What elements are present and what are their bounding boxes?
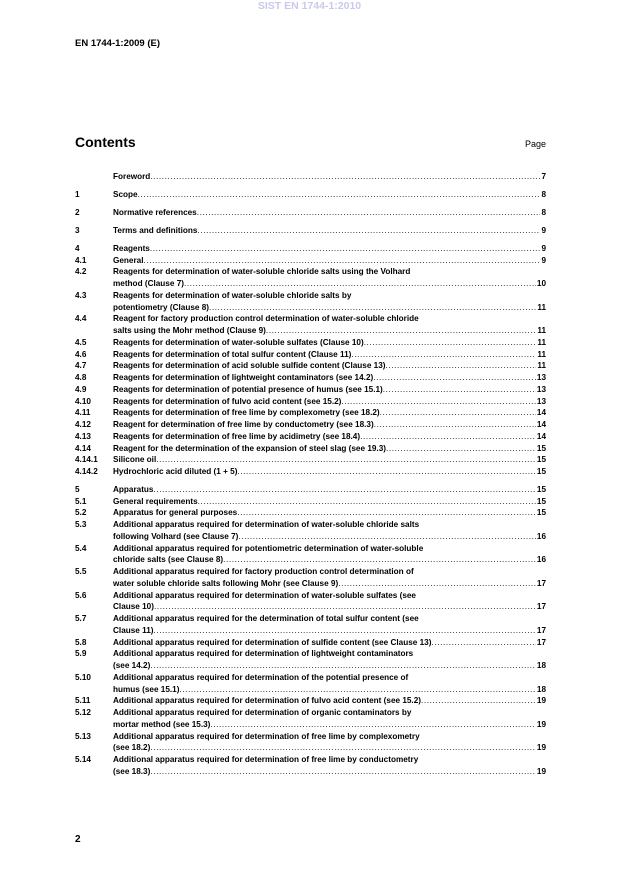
toc-entry-last-line (113, 349, 546, 361)
toc-entry[interactable] (75, 255, 546, 267)
toc-entry-title: Reagents for determination of water-soluble chloride salts using the Volhard (113, 267, 411, 277)
toc-entry-title: Additional apparatus required for potentiometric determination of water-soluble (113, 543, 424, 553)
toc-entry-last-line (113, 625, 546, 637)
dot-leader (150, 660, 536, 672)
toc-entry-page: 13 (536, 373, 546, 382)
toc-entry-body (113, 648, 546, 672)
toc-entry-number: 1 (75, 189, 80, 199)
toc-entry-number: 5.13 (75, 731, 91, 741)
toc-entry-number: 4.10 (75, 396, 91, 406)
toc-entry[interactable] (75, 672, 546, 696)
toc-entry-title: Additional apparatus required for the determination of total sulfur content (see (113, 614, 419, 624)
toc-entry-title: Reagents (113, 243, 150, 253)
toc-entry-number: 5.9 (75, 649, 87, 659)
toc-entry-number: 5.1 (75, 496, 87, 506)
toc-entry[interactable] (75, 543, 546, 567)
toc-entry[interactable] (75, 349, 546, 361)
dot-leader (150, 171, 540, 183)
toc-entry[interactable] (75, 266, 546, 290)
dot-leader (150, 742, 536, 754)
toc-entry-body (113, 466, 546, 478)
toc-entry-page: 15 (536, 443, 546, 453)
toc-entry-last-line (113, 531, 546, 543)
toc-entry-body (113, 255, 546, 267)
toc-entry-title: Silicone oil (113, 455, 157, 465)
toc-entry-title: General requirements (113, 496, 198, 506)
toc-entry-title: Reagents for determination of water-soluble chloride salts by (113, 290, 352, 300)
toc-entry-number: 4.8 (75, 373, 87, 382)
dot-leader (237, 466, 535, 478)
toc-entry-title: salts using the Mohr method (Clause 9) (113, 326, 266, 335)
toc-entry-body (113, 754, 546, 778)
toc-entry-body (113, 384, 546, 396)
toc-entry-body (113, 419, 546, 431)
dot-leader (197, 207, 541, 219)
toc-entry-number: 4.1 (75, 255, 87, 265)
toc-entry-page: 11 (537, 349, 546, 359)
toc-entry-title: Reagents for determination of acid soluble sulfide content (Clause 13) (113, 361, 386, 371)
dot-leader (179, 684, 535, 696)
toc-entry-number: 5.6 (75, 590, 87, 600)
toc-entry-last-line (113, 255, 546, 267)
toc-entry-title: General (113, 255, 144, 265)
dot-leader (154, 484, 536, 496)
dot-leader (138, 189, 541, 201)
toc-entry-number: 4.14 (75, 443, 91, 453)
toc-entry-last-line (113, 554, 546, 566)
toc-entry-page: 15 (536, 455, 546, 465)
toc-entry-title: Clause 11) (113, 625, 154, 635)
toc-entry-number: 4.3 (75, 290, 87, 300)
toc-entry-last-line (113, 243, 546, 255)
toc-entry-page: 17 (536, 578, 546, 588)
toc-entry-body (113, 337, 546, 349)
toc-entry-number: 3 (75, 225, 80, 235)
toc-entry-title: Reagents for determination of total sulfur content (Clause 11) (113, 349, 352, 359)
toc-entry-body (113, 731, 546, 755)
toc-entry[interactable] (75, 419, 546, 431)
toc-entry[interactable] (75, 396, 546, 408)
toc-entry-body (113, 695, 546, 707)
toc-entry-number: 5.10 (75, 672, 91, 682)
toc-entry-title: (see 18.3) (113, 766, 151, 776)
toc-entry-last-line (113, 742, 546, 754)
toc-entry[interactable] (75, 707, 546, 731)
toc-entry-page: 19 (536, 696, 546, 706)
toc-entry[interactable] (75, 313, 546, 337)
toc-entry-title: Additional apparatus required for determination of water-soluble chloride salts (113, 520, 420, 530)
toc-entry-body (113, 566, 546, 590)
dot-leader (237, 507, 536, 519)
toc-entry[interactable] (75, 496, 546, 508)
document-header: EN 1744-1:2009 (E) (75, 38, 161, 49)
toc-entry[interactable] (75, 337, 546, 349)
toc-entry-last-line (113, 578, 546, 590)
toc-group (75, 171, 546, 183)
toc-entry-page: 19 (536, 719, 546, 729)
toc-entry-last-line (113, 407, 546, 419)
toc-entry-last-line (113, 372, 546, 384)
watermark: SIST EN 1744-1:2010 (257, 0, 362, 12)
toc-entry[interactable] (75, 189, 546, 201)
toc-entry-number: 4.9 (75, 384, 87, 394)
toc-entry-last-line (113, 660, 546, 672)
toc-entry-page: 15 (536, 508, 546, 518)
toc-entry-number: 2 (75, 207, 80, 217)
toc-entry-page: 7 (541, 172, 546, 181)
dot-leader (386, 360, 537, 372)
dot-leader (184, 278, 536, 290)
toc-entry-body (113, 349, 546, 361)
toc-entry-title: (see 18.2) (113, 743, 151, 753)
toc-entry-page: 11 (537, 302, 546, 312)
toc-entry-body (113, 360, 546, 372)
toc-entry[interactable] (75, 372, 546, 384)
toc-entry-title: Additional apparatus required for determination of free lime by conductometry (113, 755, 419, 765)
toc-entry-number: 4.4 (75, 314, 87, 324)
toc-entry-last-line (113, 396, 546, 408)
toc-entry-title: Additional apparatus required for determination of fulvo acid content (see 15.2) (113, 696, 421, 706)
toc-entry-body (113, 407, 546, 419)
toc-entry[interactable] (75, 648, 546, 672)
dot-leader (341, 396, 536, 408)
toc-entry-page: 11 (537, 337, 546, 347)
toc-entry-body (113, 496, 546, 508)
toc-entry-last-line (113, 601, 546, 613)
toc-entry[interactable] (75, 754, 546, 778)
toc-entry-title: following Volhard (see Clause 7) (113, 531, 239, 541)
toc-entry-body (113, 543, 546, 567)
toc-entry-title: Reagents for determination of water-soluble sulfates (Clause 10) (113, 337, 364, 347)
toc-group (75, 484, 546, 778)
toc-entry-title: chloride salts (see Clause 8) (113, 555, 224, 565)
toc-entry-number: 5.12 (75, 708, 91, 718)
toc-entry[interactable] (75, 225, 546, 237)
toc-entry-title: Scope (113, 189, 138, 199)
toc-entry-title: Reagents for determination of free lime by acidimetry (see 18.4) (113, 431, 361, 441)
dot-leader (156, 454, 536, 466)
toc-entry-last-line (113, 325, 546, 337)
toc-entry-page: 8 (541, 189, 546, 199)
toc-entry[interactable] (75, 407, 546, 419)
toc-entry-body (113, 290, 546, 314)
toc-entry-title: Reagents for determination of free lime by complexometry (see 18.2) (113, 408, 380, 418)
toc-entry-number: 4.14.1 (75, 455, 98, 465)
toc-entry-title: Additional apparatus required for determination of sulfide content (see Clause 13) (113, 637, 432, 647)
toc-entry-last-line (113, 384, 546, 396)
toc-entry-last-line (113, 171, 546, 183)
toc-entry-body (113, 243, 546, 255)
toc-entry-page: 16 (536, 555, 546, 565)
toc-entry-title: water soluble chloride salts following Mohr (see Clause 9) (113, 578, 339, 588)
toc-entry-page: 19 (536, 766, 546, 776)
toc-entry-number: 5.11 (75, 696, 91, 706)
toc-entry-page: 18 (536, 661, 546, 671)
toc-entry-page: 9 (541, 255, 546, 265)
toc-entry-page: 13 (536, 384, 546, 394)
toc-entry[interactable] (75, 519, 546, 543)
toc-entry[interactable] (75, 171, 546, 183)
toc-entry-page: 16 (536, 531, 546, 541)
toc-entry-number: 4.14.2 (75, 467, 98, 476)
toc-entry-title: Terms and definitions (113, 225, 198, 235)
dot-leader (374, 419, 536, 431)
toc-entry-last-line (113, 454, 546, 466)
dot-leader (383, 384, 536, 396)
toc-entry-page: 17 (536, 625, 546, 635)
dot-leader (209, 302, 536, 314)
toc-entry-number: 4 (75, 243, 80, 253)
toc-entry-last-line (113, 719, 546, 731)
toc-entry-title: Foreword (113, 172, 151, 181)
toc-entry-last-line (113, 225, 546, 237)
toc-group (75, 225, 546, 237)
toc-entry-title: Additional apparatus required for determination of water-soluble sulfates (see (113, 590, 416, 600)
toc-entry[interactable] (75, 443, 546, 455)
toc-entry-body (113, 613, 546, 637)
toc-entry[interactable] (75, 360, 546, 372)
toc-entry-number: 4.2 (75, 267, 87, 277)
toc-entry-last-line (113, 360, 546, 372)
toc-entry-number: 4.13 (75, 431, 91, 441)
toc-entry[interactable] (75, 207, 546, 219)
toc-entry-body (113, 207, 546, 219)
toc-entry-title: Apparatus (113, 484, 154, 494)
toc-entry-last-line (113, 189, 546, 201)
toc-entry-last-line (113, 496, 546, 508)
toc-entry-body (113, 707, 546, 731)
toc-entry-page: 14 (536, 431, 546, 441)
toc-entry[interactable] (75, 590, 546, 614)
dot-leader (238, 531, 535, 543)
toc-entry-number: 4.6 (75, 349, 87, 359)
toc-entry-body (113, 454, 546, 466)
dot-leader (197, 225, 540, 237)
toc-entry[interactable] (75, 637, 546, 649)
toc-entry-title: Additional apparatus required for factory production control determination of (113, 567, 414, 577)
page-column-label: Page (524, 139, 546, 149)
toc-entry-page: 13 (536, 396, 546, 406)
toc-entry-title: (see 14.2) (113, 661, 151, 671)
toc-entry-body (113, 266, 546, 290)
toc-entry-page: 15 (536, 467, 546, 476)
toc-entry[interactable] (75, 566, 546, 590)
toc-entry-page: 10 (536, 279, 546, 288)
toc-group (75, 207, 546, 219)
toc-entry[interactable] (75, 466, 546, 478)
dot-leader (198, 496, 536, 508)
toc-entry-body (113, 171, 546, 183)
toc-entry-last-line (113, 337, 546, 349)
dot-leader (210, 719, 536, 731)
toc-entry-last-line (113, 507, 546, 519)
toc-entry-number: 5.2 (75, 508, 87, 518)
toc-entry-last-line (113, 766, 546, 778)
toc-entry-number: 5.3 (75, 520, 87, 530)
table-of-contents (75, 171, 546, 784)
toc-entry-number: 5.4 (75, 543, 87, 553)
toc-entry-last-line (113, 302, 546, 314)
toc-entry-body (113, 189, 546, 201)
toc-entry-page: 17 (536, 637, 546, 647)
toc-entry-number: 5.7 (75, 614, 87, 624)
toc-entry-body (113, 396, 546, 408)
dot-leader (266, 325, 536, 337)
toc-entry-page: 14 (536, 420, 546, 429)
toc-entry-title: Reagent for factory production control determination of water-soluble chloride (113, 314, 419, 324)
toc-entry-last-line (113, 443, 546, 455)
toc-entry[interactable] (75, 731, 546, 755)
toc-entry-title: Reagent for the determination of the expansion of steel slag (see 19.3) (113, 443, 386, 453)
toc-entry-title: humus (see 15.1) (113, 684, 180, 694)
dot-leader (154, 601, 536, 613)
dot-leader (364, 337, 537, 349)
dot-leader (223, 554, 536, 566)
toc-entry-title: Reagents for determination of lightweight contaminators (see 14.2) (113, 373, 374, 382)
toc-entry-last-line (113, 684, 546, 696)
toc-entry-title: Additional apparatus required for determination of free lime by complexometry (113, 731, 420, 741)
toc-entry-title: Reagents for determination of fulvo acid content (see 15.2) (113, 396, 342, 406)
toc-entry-title: mortar method (see 15.3) (113, 719, 211, 729)
toc-entry[interactable] (75, 243, 546, 255)
toc-entry-title: method (Clause 7) (113, 279, 184, 288)
page-number: 2 (75, 834, 81, 845)
toc-group (75, 189, 546, 201)
dot-leader (386, 443, 536, 455)
dot-leader (421, 695, 536, 707)
toc-entry[interactable] (75, 484, 546, 496)
toc-entry-last-line (113, 419, 546, 431)
toc-entry-title: Normative references (113, 207, 197, 217)
toc-entry-title: Additional apparatus required for determination of organic contaminators by (113, 708, 412, 718)
toc-entry-number: 4.7 (75, 361, 87, 371)
toc-entry-body (113, 313, 546, 337)
toc-entry-number: 4.5 (75, 337, 87, 347)
toc-entry-body (113, 590, 546, 614)
dot-leader (380, 407, 536, 419)
toc-entry-title: Additional apparatus required for determination of lightweight contaminators (113, 649, 414, 659)
dot-leader (351, 349, 536, 361)
toc-group (75, 243, 546, 478)
toc-entry-page: 18 (536, 684, 546, 694)
dot-leader (154, 625, 536, 637)
toc-entry-body (113, 672, 546, 696)
toc-entry-body (113, 484, 546, 496)
toc-entry-number: 5.8 (75, 637, 87, 647)
dot-leader (338, 578, 536, 590)
toc-entry-last-line (113, 466, 546, 478)
toc-entry-body (113, 225, 546, 237)
toc-entry-page: 9 (541, 243, 546, 253)
toc-entry-title: Reagents for determination of potential presence of humus (see 15.1) (113, 384, 383, 394)
toc-entry-page: 8 (541, 207, 546, 217)
toc-entry-number: 5 (75, 484, 80, 494)
toc-entry-last-line (113, 278, 546, 290)
dot-leader (150, 243, 541, 255)
toc-entry-last-line (113, 637, 546, 649)
toc-entry[interactable] (75, 454, 546, 466)
toc-entry-body (113, 507, 546, 519)
dot-leader (373, 372, 536, 384)
dot-leader (144, 255, 541, 267)
toc-entry-number: 4.11 (75, 408, 91, 418)
toc-entry-page: 19 (536, 743, 546, 753)
toc-entry[interactable] (75, 431, 546, 443)
toc-entry-number: 5.5 (75, 567, 87, 577)
toc-entry[interactable] (75, 613, 546, 637)
toc-entry-number (75, 171, 113, 183)
toc-entry-last-line (113, 207, 546, 219)
toc-entry-last-line (113, 431, 546, 443)
toc-entry-page: 9 (541, 225, 546, 235)
toc-entry-page: 15 (536, 496, 546, 506)
toc-entry-title: Additional apparatus required for determination of the potential presence of (113, 672, 409, 682)
toc-entry-page: 11 (537, 326, 546, 335)
toc-entry-body (113, 372, 546, 384)
toc-entry-title: Clause 10) (113, 602, 154, 612)
toc-entry-body (113, 431, 546, 443)
toc-entry-page: 17 (536, 602, 546, 612)
toc-entry-page: 15 (536, 484, 546, 494)
toc-entry-title: Apparatus for general purposes (113, 508, 238, 518)
dot-leader (360, 431, 536, 443)
dot-leader (150, 766, 536, 778)
dot-leader (431, 637, 535, 649)
toc-entry[interactable] (75, 507, 546, 519)
toc-entry[interactable] (75, 290, 546, 314)
toc-entry-page: 11 (537, 361, 546, 371)
toc-entry-page: 14 (536, 408, 546, 418)
toc-entry-body (113, 519, 546, 543)
toc-entry-last-line (113, 695, 546, 707)
toc-entry-number: 5.14 (75, 755, 91, 765)
contents-heading: Contents (75, 134, 136, 150)
toc-entry-title: Reagent for determination of free lime by conductometry (see 18.3) (113, 420, 374, 429)
toc-entry-last-line (113, 484, 546, 496)
toc-entry-body (113, 637, 546, 649)
toc-entry-title: Hydrochloric acid diluted (1 + 5) (113, 467, 238, 476)
toc-entry-title: potentiometry (Clause 8) (113, 302, 209, 312)
toc-entry-number: 4.12 (75, 420, 91, 429)
toc-entry-body (113, 443, 546, 455)
toc-entry[interactable] (75, 695, 546, 707)
toc-entry[interactable] (75, 384, 546, 396)
